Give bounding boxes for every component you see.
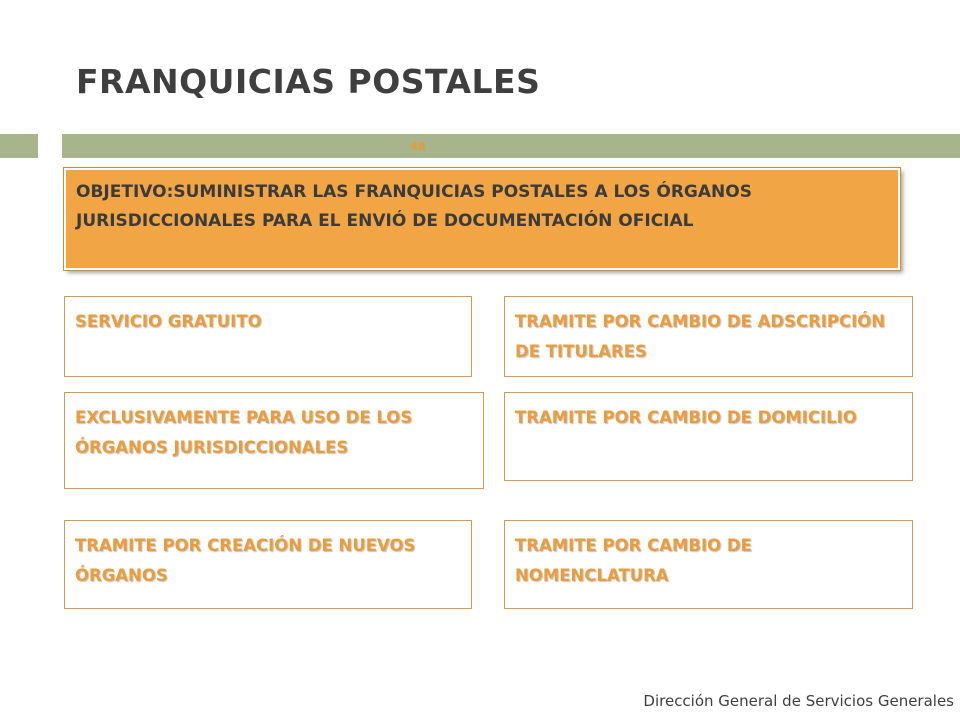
- box-servicio-gratuito: SERVICIO GRATUITO: [64, 296, 472, 377]
- box-creacion-organos: TRAMITE POR CREACIÓN DE NUEVOS ÓRGANOS: [64, 520, 472, 609]
- box-cambio-nomenclatura: TRAMITE POR CAMBIO DE NOMENCLATURA: [504, 520, 913, 609]
- slide-number: 48: [410, 139, 426, 153]
- box-cambio-domicilio: TRAMITE POR CAMBIO DE DOMICILIO: [504, 392, 913, 481]
- box-cambio-adscripcion: TRAMITE POR CAMBIO DE ADSCRIPCIÓN DE TITULARES: [504, 296, 913, 377]
- header-rule-left: [0, 134, 38, 158]
- slide-title: FRANQUICIAS POSTALES: [76, 62, 541, 101]
- box-uso-exclusivo: EXCLUSIVAMENTE PARA USO DE LOS ÓRGANOS JURISDICCIONALES: [64, 392, 484, 489]
- header-rule: [62, 134, 960, 158]
- footer-text: Dirección General de Servicios Generales: [643, 692, 954, 710]
- objective-box: OBJETIVO:SUMINISTRAR LAS FRANQUICIAS POSTALES A LOS ÓRGANOS JURISDICCIONALES PARA EL ENVIÓ DE DOCUMENTACIÓN OFICIAL: [64, 168, 900, 270]
